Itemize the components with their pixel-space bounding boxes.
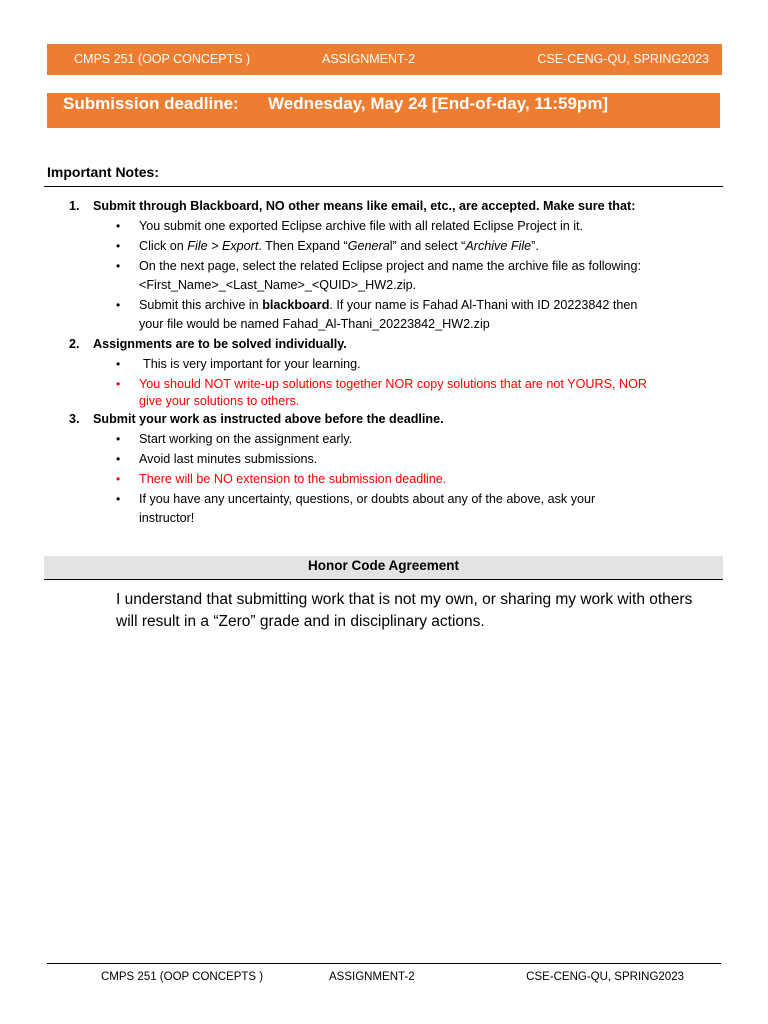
note-item-2: Assignments are to be solved individually.	[93, 337, 347, 351]
list-number: 3.	[69, 412, 80, 426]
list-item-continuation: <First_Name>_<Last_Name>_<QUID>_HW2.zip.	[139, 278, 417, 292]
list-item-continuation: instructor!	[139, 511, 195, 525]
honor-code-statement: I understand that submitting work that is not my own, or sharing my work with others will result in a “Zero” grade and in disciplinary actions.	[116, 591, 693, 630]
list-item-continuation: your file would be named Fahad_Al-Thani_20223842_HW2.zip	[139, 317, 490, 331]
list-item: Submit this archive in blackboard. If your name is Fahad Al-Thani with ID 20223842 then	[139, 298, 638, 312]
list-item: This is very important for your learning.	[143, 357, 361, 371]
honor-code-bar	[44, 556, 723, 580]
bullet-icon: •	[116, 298, 121, 312]
deadline-value: Wednesday, May 24 [End-of-day, 11:59pm]	[268, 94, 609, 113]
header-course: CMPS 251 (OOP CONCEPTS )	[74, 52, 251, 66]
header-bar	[47, 44, 722, 75]
bullet-icon: •	[116, 357, 121, 371]
footer-assignment: ASSIGNMENT-2	[329, 971, 415, 983]
list-item: You submit one exported Eclipse archive file with all related Eclipse Project in it.	[139, 219, 584, 233]
header-dept: CSE-CENG-QU, SPRING2023	[537, 52, 709, 66]
list-item: Start working on the assignment early.	[139, 432, 353, 446]
list-item-warning-continuation: give your solutions to others.	[139, 394, 300, 408]
bullet-icon: •	[116, 259, 121, 273]
list-item-warning: You should NOT write-up solutions together NOR copy solutions that are not YOURS, NOR	[139, 377, 647, 391]
footer-divider	[47, 963, 721, 964]
list-item: If you have any uncertainty, questions, or doubts about any of the above, ask your	[139, 492, 596, 506]
bullet-icon: •	[116, 432, 121, 446]
list-item: On the next page, select the related Eclipse project and name the archive file as following:	[139, 259, 641, 273]
submission-deadline-bar	[47, 93, 720, 128]
list-number: 2.	[69, 337, 80, 351]
bullet-icon: •	[116, 239, 121, 253]
footer-course: CMPS 251 (OOP CONCEPTS )	[101, 971, 264, 983]
bullet-icon: •	[116, 219, 121, 233]
list-number: 1.	[69, 199, 80, 213]
note-item-3: Submit your work as instructed above before the deadline.	[93, 412, 444, 426]
honor-code-title: Honor Code Agreement	[307, 558, 459, 573]
bullet-icon: •	[116, 452, 121, 466]
footer-dept: CSE-CENG-QU, SPRING2023	[526, 971, 684, 983]
bullet-icon: •	[116, 472, 121, 486]
bullet-icon: •	[116, 377, 121, 391]
list-item: Click on File > Export. Then Expand “General” and select “Archive File”.	[139, 239, 539, 253]
deadline-label: Submission deadline:	[63, 94, 239, 113]
list-item: Avoid last minutes submissions.	[139, 452, 318, 466]
notes-divider	[44, 186, 723, 187]
bullet-icon: •	[116, 492, 121, 506]
header-assignment: ASSIGNMENT-2	[322, 52, 416, 66]
list-item-warning: There will be NO extension to the submission deadline.	[139, 472, 447, 486]
note-item-1: Submit through Blackboard, NO other means like email, etc., are accepted. Make sure that:	[93, 199, 636, 213]
important-notes-heading: Important Notes:	[47, 164, 159, 180]
